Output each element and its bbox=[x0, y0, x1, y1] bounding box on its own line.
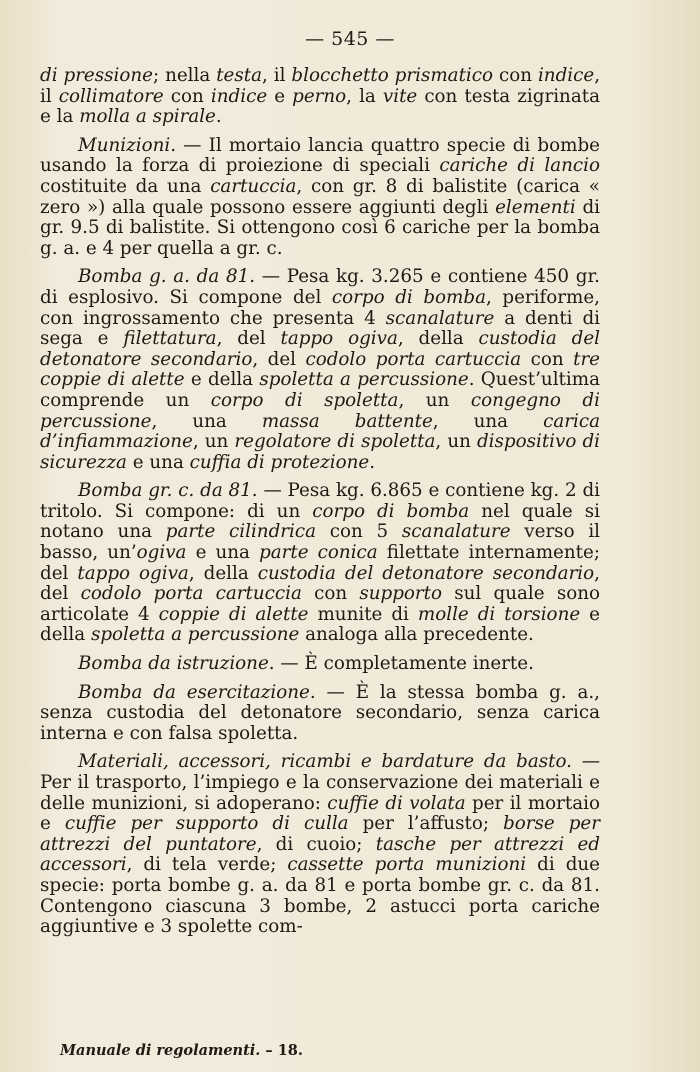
italic-term: custodia del detonatore secondario bbox=[40, 328, 600, 370]
text-run: — È la stessa bomba g. a., senza custodia del detonatore secondario, senza carica interna e con falsa spoletta. bbox=[40, 681, 600, 744]
italic-term: cassette porta munizioni bbox=[287, 854, 527, 876]
italic-term: cuffia di protezione bbox=[189, 451, 370, 473]
text-run: , il bbox=[262, 65, 292, 86]
italic-term: tappo ogiva bbox=[280, 328, 398, 350]
italic-term: elementi bbox=[495, 196, 576, 218]
text-run: di due specie: porta bombe g. a. da 81 e porta bombe gr. c. da 81. Contengono ciascuna 3 bombe, 2 astucci porta cariche aggiuntive e 3 spolette com- bbox=[40, 854, 600, 938]
italic-term: spoletta a percussione bbox=[259, 369, 469, 391]
text-run: , del bbox=[40, 562, 600, 605]
text-run: di gr. 9.5 di balistite. Si ottengono così 6 cariche per la bomba g. a. e 4 per quella a gr. c. bbox=[40, 196, 600, 259]
text-run: filettate internamente; del bbox=[40, 542, 600, 584]
text-run: e bbox=[267, 85, 293, 107]
text-run: nel quale si notano una bbox=[40, 500, 600, 543]
text-run: — È completamente inerte. bbox=[274, 653, 534, 675]
text-run: . Quest’ultima comprende un bbox=[40, 369, 600, 411]
italic-term: congegno di percussione bbox=[40, 389, 600, 432]
text-run: , il bbox=[40, 65, 600, 107]
italic-term: parte cilindrica bbox=[165, 521, 317, 543]
italic-term: borse per attrezzi del puntatore bbox=[40, 813, 600, 855]
text-run: , una bbox=[432, 410, 544, 432]
italic-term: codolo porta cartuccia bbox=[80, 583, 302, 605]
italic-term: codolo porta cartuccia bbox=[305, 348, 522, 370]
italic-term: dispositivo di sicurezza bbox=[40, 431, 601, 473]
italic-term: corpo di bomba bbox=[331, 286, 486, 308]
italic-term: molla a spirale bbox=[79, 106, 216, 128]
text-run: munite di bbox=[308, 603, 418, 625]
italic-term: corpo di spoletta bbox=[210, 389, 399, 411]
footer bbox=[60, 1042, 303, 1059]
italic-term: indice bbox=[210, 85, 268, 107]
text-run: . bbox=[369, 451, 376, 473]
italic-term: cuffie per supporto di culla bbox=[64, 813, 349, 835]
text-run: . bbox=[215, 106, 222, 128]
paragraph-materiali bbox=[40, 752, 600, 937]
text-run: e della bbox=[184, 369, 260, 391]
italic-term: testa bbox=[216, 65, 262, 86]
footer-title: Manuale di regolamenti. bbox=[60, 1042, 261, 1059]
text-run: con testa zigrinata e la bbox=[40, 85, 600, 128]
text-run: , la bbox=[346, 85, 383, 107]
text-run: — Per il trasporto, l’impiego e la conservazione dei materiali e delle munizioni, si adoperano: bbox=[40, 751, 600, 814]
italic-term: indice bbox=[537, 65, 595, 86]
text-run: a denti di sega e bbox=[40, 307, 600, 350]
italic-term: scanalature bbox=[401, 521, 511, 543]
italic-term: filettatura bbox=[123, 328, 217, 350]
paragraph-instrument-parts bbox=[40, 66, 600, 128]
text-run: , con gr. 8 di balistite (carica « zero ») alla quale possono essere aggiunti degli bbox=[40, 175, 600, 218]
body-text bbox=[40, 66, 600, 946]
italic-term: blocchetto prismatico bbox=[291, 65, 494, 86]
italic-term: carica d’infiammazione bbox=[40, 410, 600, 453]
text-run: , un bbox=[192, 431, 235, 453]
italic-term: Bomba gr. c. da 81. bbox=[78, 480, 258, 502]
italic-term: cartuccia bbox=[210, 175, 297, 197]
text-run: — Pesa kg. 3.265 e contiene 450 gr. di esplosivo. Si compone del bbox=[40, 266, 600, 308]
text-run: e della bbox=[40, 603, 600, 646]
italic-term: Munizioni. bbox=[78, 134, 177, 156]
paragraph-bomba-ga bbox=[40, 267, 600, 473]
italic-term: ogiva bbox=[136, 542, 187, 564]
text-run: ; nella bbox=[152, 65, 217, 86]
italic-term: tasche per attrezzi ed accessori bbox=[40, 833, 601, 876]
paragraph-bomba-grc bbox=[40, 481, 600, 646]
italic-term: cariche di lancio bbox=[439, 155, 600, 177]
text-run: , di cuoio; bbox=[256, 833, 376, 855]
text-run: con bbox=[493, 65, 538, 86]
text-run: — Il mortaio lancia quattro specie di bombe usando la forza di proiezione di speciali bbox=[40, 134, 600, 177]
italic-term: vite bbox=[382, 85, 418, 107]
text-run: con bbox=[301, 583, 360, 605]
text-run: sul quale sono articolate 4 bbox=[40, 583, 600, 625]
text-run: per il mortaio e bbox=[40, 792, 600, 835]
italic-term: custodia del detonatore secondario bbox=[257, 562, 595, 584]
italic-term: spoletta a percussione bbox=[90, 624, 300, 646]
text-run: , della bbox=[397, 328, 479, 350]
text-run: con 5 bbox=[316, 521, 402, 543]
text-run: analoga alla precedente. bbox=[299, 624, 534, 646]
text-run: , del bbox=[216, 328, 281, 350]
italic-term: perno bbox=[292, 85, 347, 107]
italic-term: coppie di alette bbox=[158, 603, 309, 625]
italic-term: regolatore di spoletta bbox=[234, 431, 436, 453]
text-run: per l’affusto; bbox=[348, 813, 504, 835]
text-run: , un bbox=[435, 431, 477, 453]
italic-term: supporto bbox=[359, 583, 443, 605]
italic-term: corpo di bomba bbox=[312, 500, 470, 522]
text-run: costituite da una bbox=[40, 175, 211, 197]
italic-term: Bomba g. a. da 81. bbox=[78, 266, 256, 288]
italic-term: Materiali, accessori, ricambi e bardature da basto. bbox=[78, 751, 572, 773]
text-run: — Pesa kg. 6.865 e contiene kg. 2 di tritolo. Si compone: di un bbox=[40, 480, 600, 522]
footer-sheet: – 18. bbox=[260, 1042, 303, 1059]
italic-term: di pressione bbox=[40, 65, 153, 86]
text-run: , periforme, con ingrossamento che presenta 4 bbox=[40, 286, 600, 329]
paragraph-bomba-esercitazione bbox=[40, 683, 600, 745]
page-number: — 545 — bbox=[305, 28, 395, 50]
text-run: , del bbox=[252, 348, 306, 370]
italic-term: scanalature bbox=[385, 307, 495, 329]
text-run: con bbox=[163, 85, 211, 107]
text-run: verso il basso, un’ bbox=[40, 521, 601, 564]
italic-term: cuffie di volata bbox=[327, 792, 466, 814]
italic-term: parte conica bbox=[259, 542, 378, 564]
italic-term: massa battente bbox=[261, 410, 433, 432]
text-run: , un bbox=[398, 389, 471, 411]
italic-term: tre coppie di alette bbox=[40, 348, 600, 391]
italic-term: tappo ogiva bbox=[77, 562, 189, 584]
paragraph-munizioni bbox=[40, 136, 600, 260]
italic-term: Bomba da istruzione. bbox=[78, 653, 275, 675]
text-run: e una bbox=[126, 451, 190, 473]
text-run: , di tela verde; bbox=[126, 854, 288, 876]
italic-term: Bomba da esercitazione. bbox=[78, 681, 316, 703]
italic-term: molle di torsione bbox=[417, 603, 581, 625]
paragraph-bomba-istruzione bbox=[40, 654, 600, 675]
italic-term: collimatore bbox=[58, 85, 164, 107]
text-run: , della bbox=[188, 562, 258, 584]
text-run: con bbox=[521, 348, 574, 370]
text-run: e una bbox=[186, 542, 260, 564]
text-run: , una bbox=[151, 410, 262, 432]
